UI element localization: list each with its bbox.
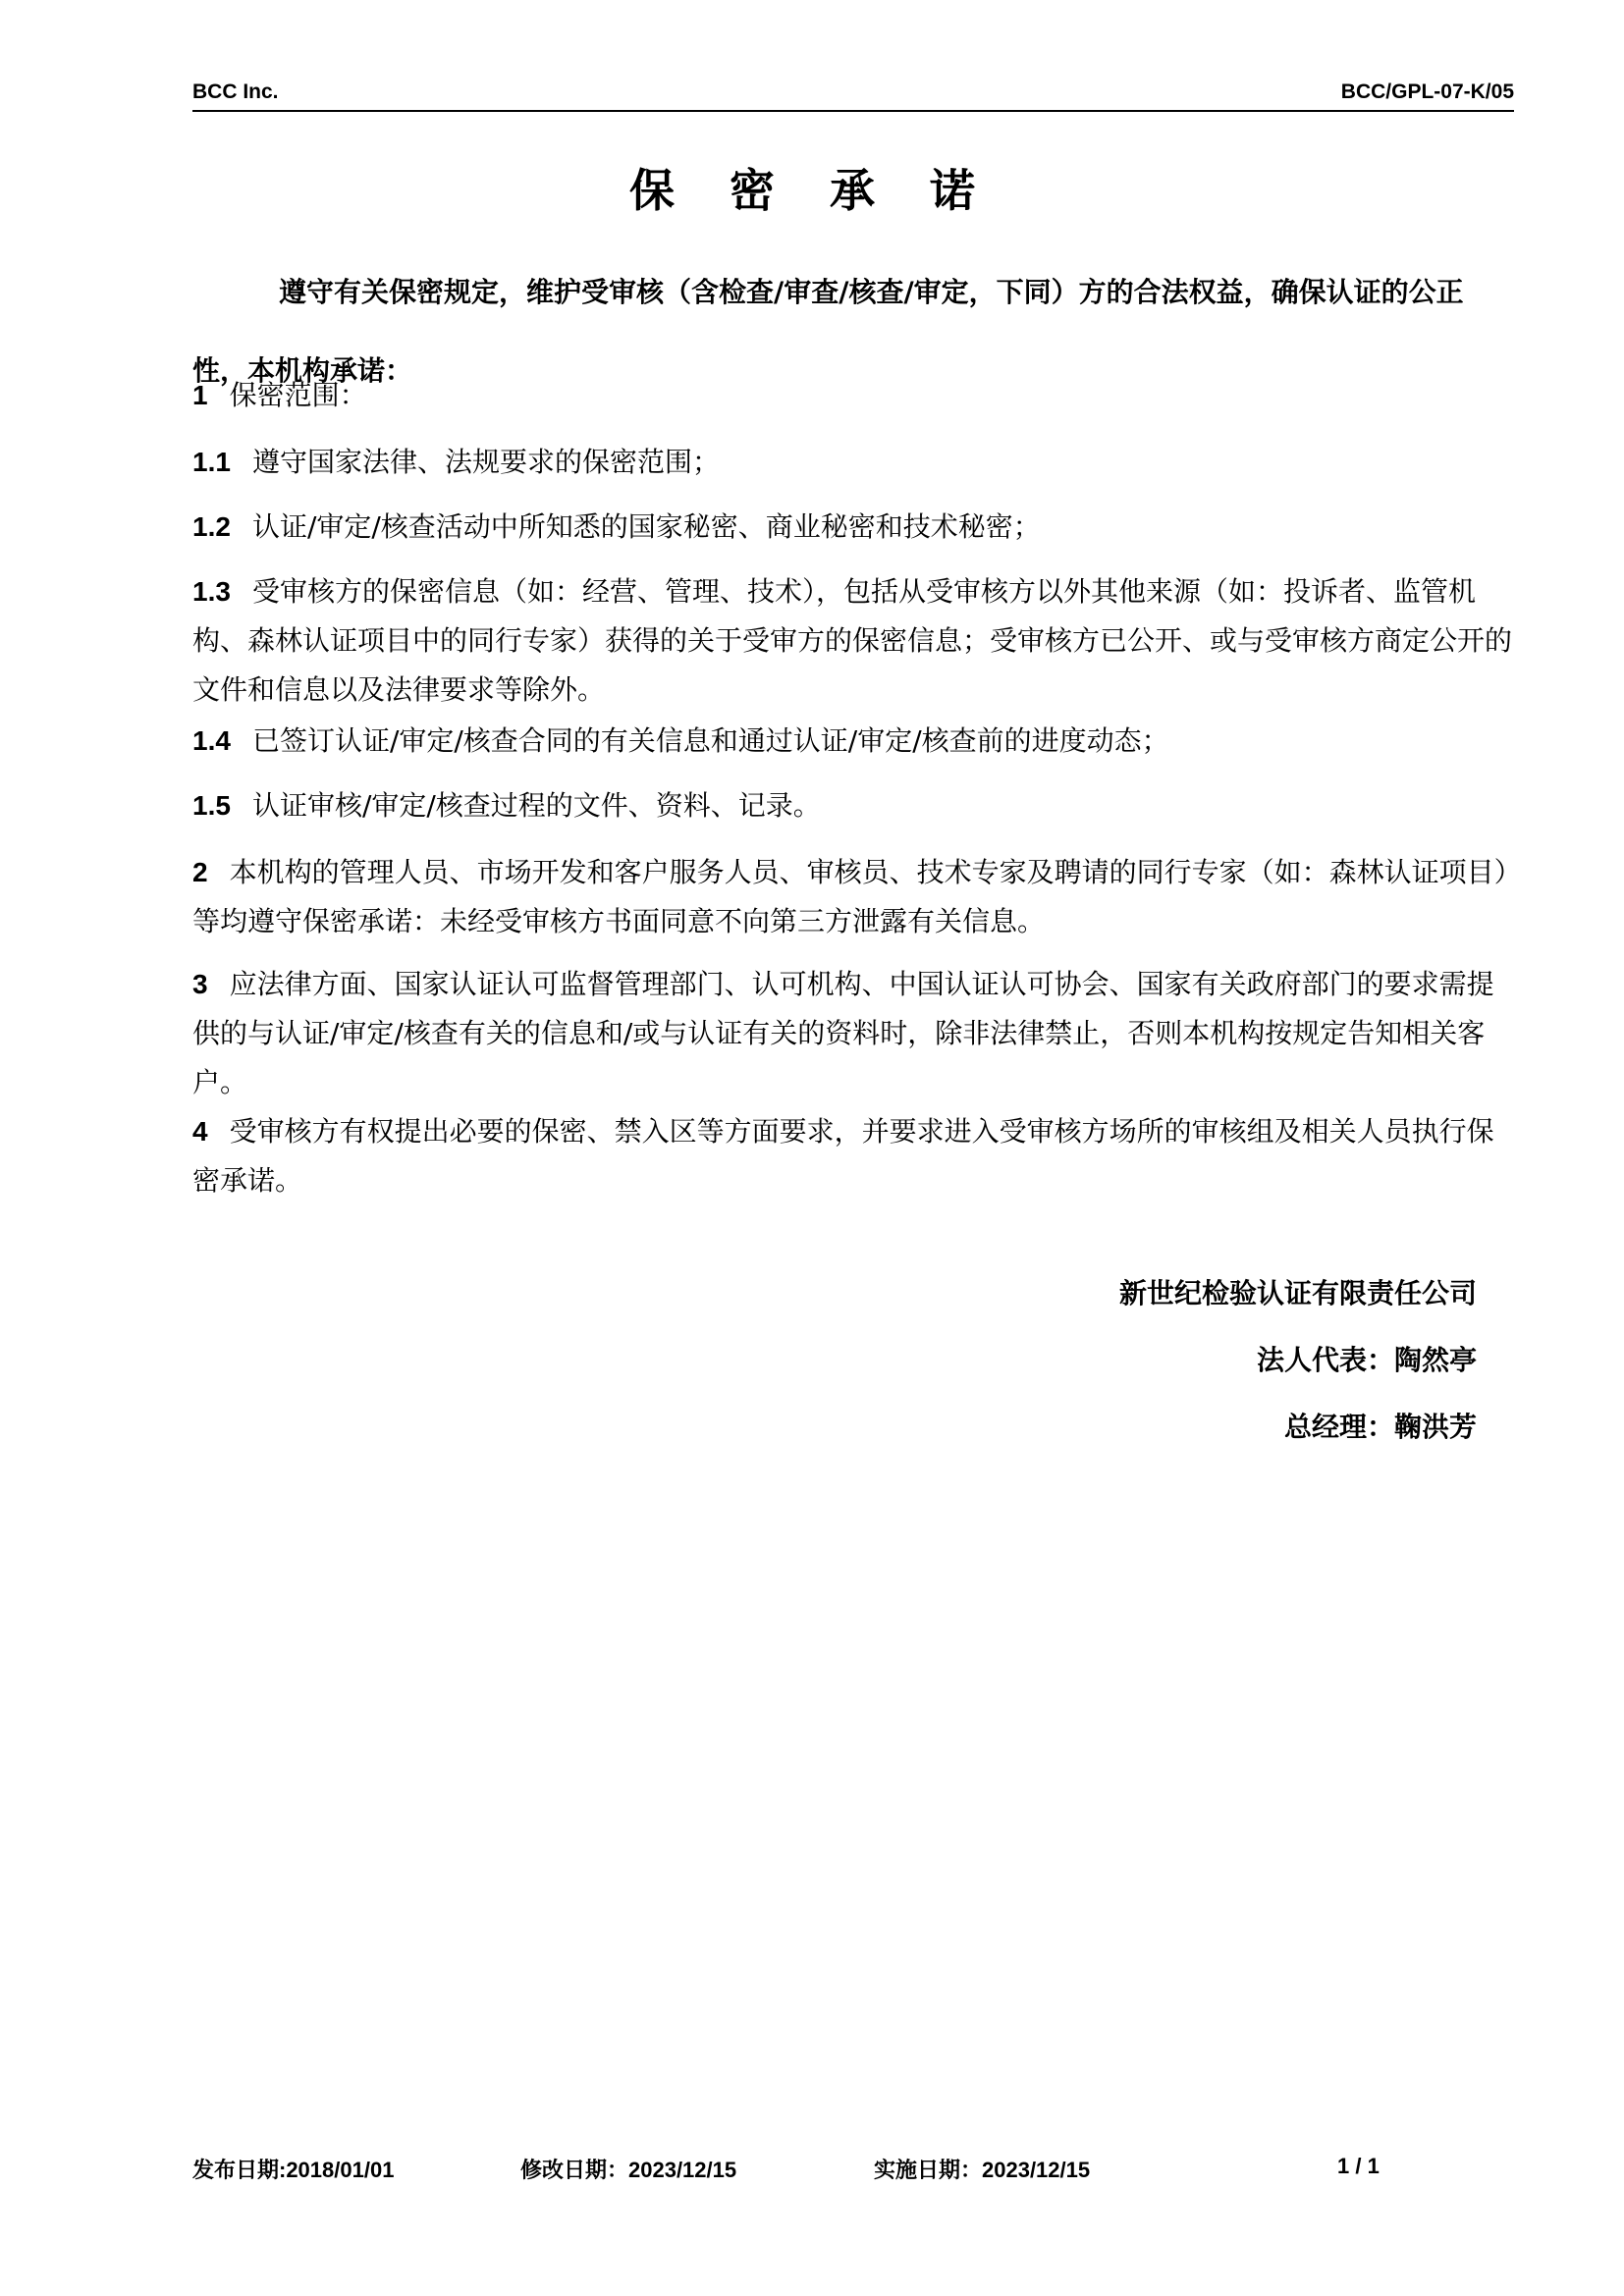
item-text: 受审核方的保密信息（如：经营、管理、技术），包括从受审核方以外其他来源（如：投诉者、监管机构、森林认证项目中的同行专家）获得的关于受审方的保密信息；受审核方已公开、或与受审核方商定公开的文件和信息以及法律要求等除外。 [192,575,1513,706]
item-text: 应法律方面、国家认证认可监督管理部门、认可机构、中国认证认可协会、国家有关政府部门的要求需提供的与认证/审定/核查有关的信息和/或与认证有关的资料时，除非法律禁止，否则本机构按规定告知相关客户。 [192,968,1494,1098]
item-text: 保密范围： [229,379,367,411]
item-text: 本机构的管理人员、市场开发和客户服务人员、审核员、技术专家及聘请的同行专家（如：森林认证项目）等均遵守保密承诺：未经受审核方书面同意不向第三方泄露有关信息。 [192,856,1508,937]
list-item [192,781,1514,830]
item-number: 2 [192,857,208,887]
page-header [192,77,1514,112]
item-number: 1.3 [192,576,231,607]
list-item [192,371,1514,420]
footer-revise-date: 修改日期：2023/12/15 [520,2158,737,2182]
signature-gm: 总经理：鞠洪芳 [1283,1411,1477,1443]
list-item [192,848,1514,946]
header-doc-code: BCC/GPL-07-K/05 [1340,80,1514,103]
footer-page-number: 1 / 1 [1337,2154,1380,2178]
list-item [192,503,1514,552]
item-text: 认证审核/审定/核查过程的文件、资料、记录。 [251,789,821,822]
signature-legal-rep: 法人代表：陶然亭 [1256,1344,1477,1376]
list-item [192,717,1514,766]
signature-company: 新世纪检验认证有限责任公司 [1118,1277,1477,1309]
item-text: 认证/审定/核查活动中所知悉的国家秘密、商业秘密和技术秘密； [251,510,1041,543]
item-number: 1.4 [192,725,231,756]
footer-effective-date: 实施日期：2023/12/15 [874,2158,1091,2182]
item-number: 1.1 [192,447,231,477]
item-number: 3 [192,969,208,999]
list-item [192,960,1514,1107]
intro-paragraph: 遵守有关保密规定，维护受审核（含检查/审查/核查/审定，下同）方的合法权益，确保认证的公正性，本机构承诺： [192,276,1464,387]
header-company: BCC Inc. [192,80,279,103]
item-text: 已签订认证/审定/核查合同的有关信息和通过认证/审定/核查前的进度动态； [251,724,1169,757]
item-text: 遵守国家法律、法规要求的保密范围； [251,446,720,478]
item-number: 1.5 [192,790,231,821]
list-item [192,1107,1514,1205]
item-text: 受审核方有权提出必要的保密、禁入区等方面要求，并要求进入受审核方场所的审核组及相关人员执行保密承诺。 [192,1115,1494,1197]
item-number: 1 [192,380,208,410]
list-item [192,567,1514,715]
item-number: 1.2 [192,511,231,542]
footer-issue-date: 发布日期:2018/01/01 [192,2158,395,2182]
list-item [192,438,1514,487]
item-number: 4 [192,1116,208,1147]
page-title: 保 密 承 诺 [628,164,996,217]
